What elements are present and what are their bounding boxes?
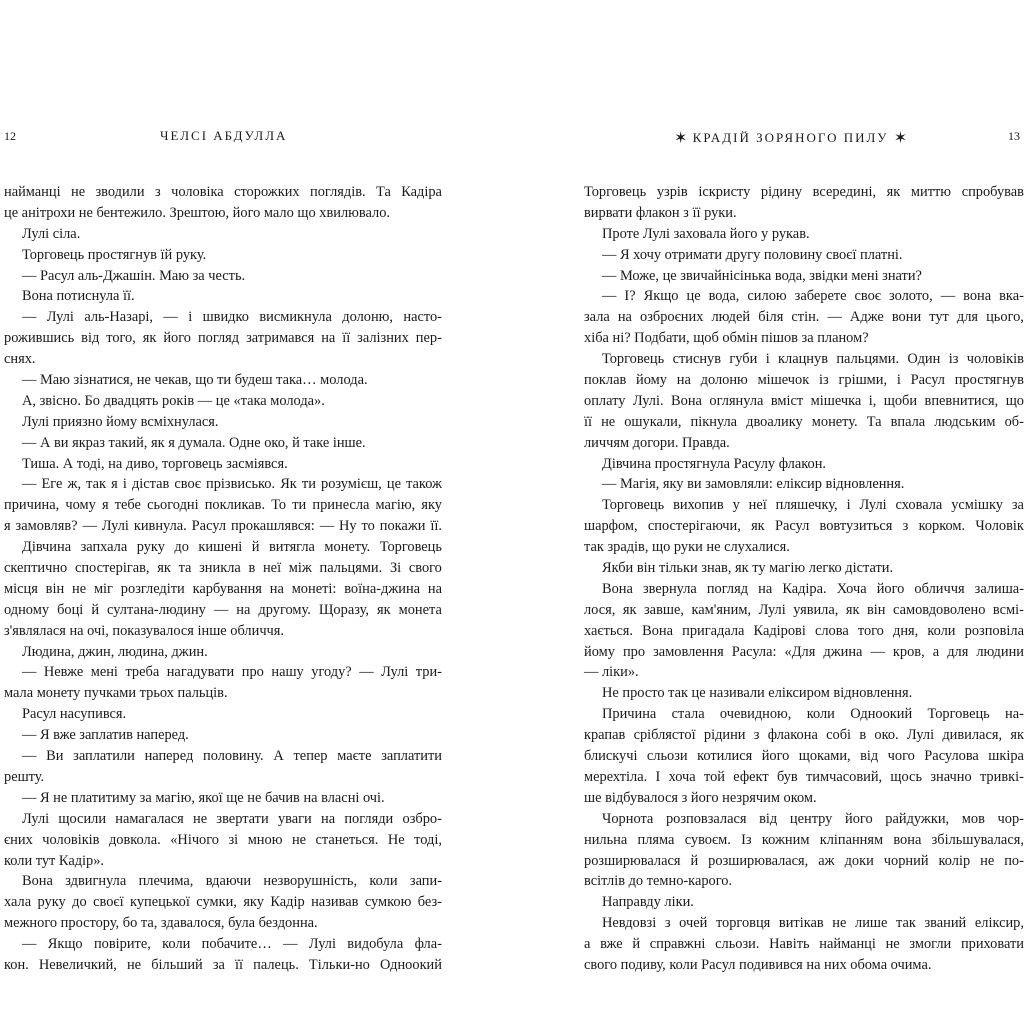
- text-line: Лулі приязно йому всміхнулася.: [22, 413, 219, 430]
- text-line: Торговець простягнув їй руку.: [22, 246, 207, 263]
- text-line: зала на озброєних людей біля стін. — Адже вони тут для цього,: [584, 309, 1024, 326]
- text-line: з'являлася на очі, показувалося інше обличчя.: [4, 622, 285, 639]
- text-line: хіба ні? Подбати, щоб обмін пішов за планом?: [584, 330, 869, 347]
- text-line: рожившись від того, як його погляд затримався на її залізних пер-: [4, 330, 442, 347]
- text-line: Расул насупився.: [22, 706, 127, 723]
- text-line: — Може, це звичайнісінька вода, звідки мені знати?: [602, 267, 922, 284]
- text-line: так зрадів, що руки не слухалися.: [584, 539, 790, 556]
- star-ornament-icon: ✶: [674, 130, 688, 147]
- text-line: хається. Вона пригадала Кадірові слова того дня, коли розповіла: [584, 622, 1024, 639]
- text-line: Чорнота розповзалася від центру його райдужки, мов чор-: [602, 810, 1024, 827]
- text-line: оплату Лулі. Вона оглянула вміст мішечка і, щоби впевнитися, що: [584, 392, 1024, 409]
- text-line: єних чоловіків довкола. «Нічого зі мною не станеться. Не тоді,: [4, 831, 442, 848]
- text-line: снях.: [4, 351, 36, 368]
- text-line: всітлів до темно-карого.: [584, 873, 733, 890]
- body-text: [4, 182, 442, 976]
- text-line: це анітрохи не бентежило. Зрештою, його мало що хвилювало.: [4, 204, 390, 221]
- text-line: Направду ліки.: [602, 894, 694, 911]
- text-line: свого подиву, коли Расул подивився на них обома очима.: [584, 956, 932, 973]
- running-header-title: [674, 128, 907, 148]
- text-line: Торговець узрів іскристу рідину всередині, як миттю спробував: [584, 184, 1024, 200]
- text-line: Торговець стиснув губи і клацнув пальцями. Один із чоловіків: [602, 351, 1024, 368]
- page-number: 13: [1008, 129, 1020, 143]
- text-line: — Лулі аль-Назарі, — і швидко висмикнула долоню, насто-: [22, 309, 442, 326]
- text-line: мала монету пучками трьох пальців.: [4, 685, 228, 702]
- running-header-author: ЧЕЛСІ АБДУЛЛА: [160, 128, 288, 143]
- page-number: 12: [4, 129, 16, 143]
- text-line: блискучі сльози котилися його щоками, від чого Расулова шкіра: [584, 748, 1024, 765]
- text-line: скептично спостерігав, як та зникла в неї між пальцями. Зі свого: [4, 560, 442, 577]
- text-line: Вона здвигнула плечима, вдаючи незворушність, коли запи-: [22, 873, 442, 890]
- text-line: — Еге ж, так я і дістав своє прізвисько. Як ти розумієш, це також: [22, 476, 442, 493]
- text-line: Вона потиснула її.: [22, 288, 135, 305]
- text-line: Причина стала очевидною, коли Одноокий Торговець на-: [602, 706, 1024, 723]
- text-line: — Я вже заплатив наперед.: [22, 727, 189, 744]
- text-line: кон. Невеличкий, не більший за її палець. Тільки-но Одноокий: [4, 956, 442, 973]
- text-line: — А ви якраз такий, як я думала. Одне око, й таке інше.: [22, 434, 366, 451]
- text-line: — Якщо повірите, коли побачите… — Лулі видобула фла-: [22, 936, 442, 953]
- text-line: ше відбувалося з його незрячим оком.: [584, 789, 817, 806]
- text-line: А, звісно. Бо двадцять років — це «така молода».: [22, 392, 325, 409]
- text-line: межного простору, бо та, здавалося, була бездонна.: [4, 915, 318, 932]
- text-line: решту.: [4, 768, 45, 785]
- text-line: — Расул аль-Джашін. Маю за честь.: [22, 267, 246, 284]
- text-line: найманці не зводили з чоловіка сторожких поглядів. Та Кадіра: [4, 184, 442, 200]
- text-line: причина, чому я тебе сьогодні покликав. То ти принесла магію, яку: [4, 497, 442, 514]
- text-line: Людина, джин, людина, джин.: [22, 643, 208, 660]
- text-line: а вже й справжні сльози. Навіть найманці не змогли приховати: [584, 936, 1024, 953]
- text-line: — Маю зізнатися, не чекав, що ти будеш така… молода.: [22, 372, 368, 389]
- text-line: Невдовзі з очей торговця витікав не лише так званий еліксир,: [602, 915, 1024, 932]
- text-line: хала руку до своєї купецької сумки, яку Кадір називав сумкою без-: [4, 894, 442, 911]
- text-line: — Невже мені треба нагадувати про нашу угоду? — Лулі три-: [22, 664, 442, 681]
- text-line: личчям догори. Правда.: [584, 434, 730, 451]
- text-line: поклав йому на долоню мішечок із грішми, і Расул простягнув: [584, 372, 1024, 389]
- text-line: Якби він тільки знав, як ту магію легко дістати.: [602, 560, 894, 577]
- text-line: розширювалася й розширювалася, аж доки чорний колір не по-: [584, 852, 1024, 869]
- body-text: [584, 182, 1024, 976]
- text-line: Дівчина простягнула Расулу флакон.: [602, 455, 826, 472]
- right-page: [512, 0, 1024, 1024]
- text-line: Дівчина запхала руку до кишені й витягла монету. Торговець: [22, 539, 442, 556]
- text-line: вирвати флакон з її руки.: [584, 204, 737, 221]
- text-line: — Ви заплатили наперед половину. А тепер маєте заплатити: [22, 748, 442, 765]
- text-line: коли тут Кадір».: [4, 852, 105, 869]
- book-title: КРАДІЙ ЗОРЯНОГО ПИЛУ: [692, 130, 889, 145]
- text-line: одному боці й султана-людину — на другому. Щоразу, як монета: [4, 601, 442, 618]
- text-line: Торговець вихопив у неї пляшечку, і Лулі сховала усмішку за: [602, 497, 1024, 514]
- text-line: Вона звернула погляд на Кадіра. Хоча його обличчя залиша-: [602, 580, 1024, 597]
- text-line: Лулі щосили намагалася не звертати уваги на погляди озбро-: [22, 810, 442, 827]
- text-line: — Я хочу отримати другу половину своєї платні.: [602, 246, 903, 263]
- text-line: — Я не платитиму за магію, якої ще не бачив на власні очі.: [22, 789, 385, 806]
- text-line: мерехтіла. І хоча той ефект був тимчасовий, щось значно тривкі-: [584, 768, 1024, 785]
- text-line: Тиша. А тоді, на диво, торговець засміявся.: [22, 455, 288, 472]
- text-line: лося, як завше, кам'яним, Лулі уявила, як він самовдоволено всмі-: [584, 601, 1024, 618]
- text-line: йому про замовлення Расула: «Для джина — кров, а для людини: [584, 643, 1024, 660]
- text-line: — ліки».: [584, 664, 639, 681]
- text-line: — І? Якщо це вода, силою заберете своє золото, — вона вка-: [602, 288, 1024, 305]
- text-line: я замовляв? — Лулі кивнула. Расул прокашлявся: — Ну то покажи її.: [4, 518, 442, 535]
- text-line: місця він не міг розгледіти карбування на монеті: воїна-джина на: [4, 580, 442, 597]
- text-line: її не ошукали, пікнула двоалику монету. Та впала людським об-: [584, 413, 1024, 430]
- star-ornament-icon: ✶: [893, 130, 908, 147]
- text-line: Не просто так це називали еліксиром відновлення.: [602, 685, 913, 702]
- text-line: крапав сріблястої рідини з флакона собі в око. Лулі дивилася, як: [584, 727, 1024, 744]
- text-line: нильна пляма сувоєм. Із кожним кліпанням вона збільшувалася,: [584, 831, 1024, 848]
- text-line: Лулі сіла.: [22, 225, 81, 242]
- text-line: — Магія, яку ви замовляли: еліксир відновлення.: [602, 476, 905, 493]
- text-line: Проте Лулі заховала його у рукав.: [602, 225, 810, 242]
- text-line: шарфом, спостерігаючи, як Расул вовтузиться з корком. Чоловік: [584, 518, 1024, 535]
